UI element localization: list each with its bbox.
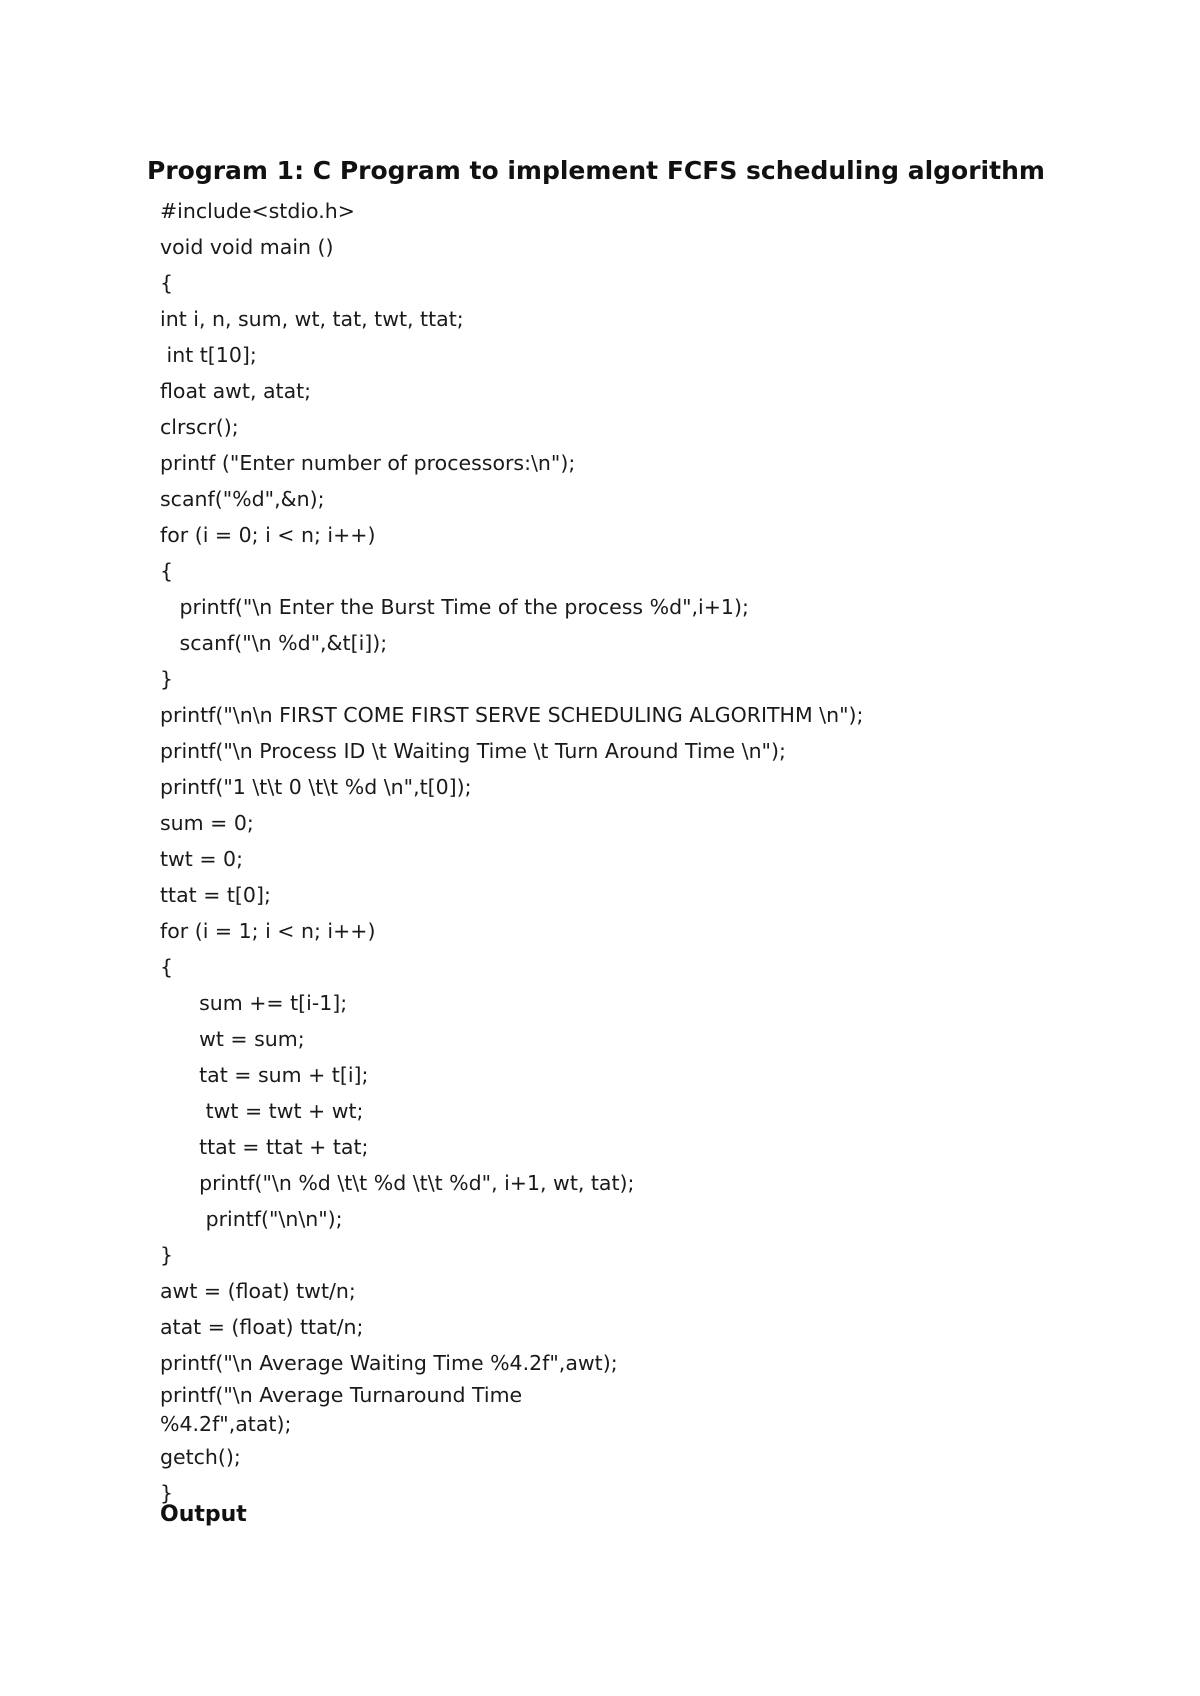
code-line: printf("\n Process ID \t Waiting Time \t Turn Around Time \n");	[160, 739, 786, 763]
code-line: {	[160, 559, 174, 583]
code-line: printf("\n Average Turnaround Time %4.2f",atat);	[160, 1383, 529, 1436]
code-line: for (i = 0; i < n; i++)	[160, 523, 376, 547]
code-line: twt = 0;	[160, 847, 244, 871]
code-line: int t[10];	[160, 343, 257, 367]
code-line: float awt, atat;	[160, 379, 312, 403]
code-line: getch();	[160, 1445, 241, 1469]
code-line: ttat = ttat + tat;	[160, 1135, 369, 1159]
document-title: Program 1: C Program to implement FCFS scheduling algorithm	[147, 156, 1045, 185]
code-line: twt = twt + wt;	[160, 1099, 364, 1123]
code-listing	[160, 193, 863, 1511]
code-line: printf("1 \t\t 0 \t\t %d \n",t[0]);	[160, 775, 472, 799]
code-line: {	[160, 271, 174, 295]
code-line: }	[160, 1481, 174, 1505]
code-line: scanf("%d",&n);	[160, 487, 325, 511]
code-line: }	[160, 667, 174, 691]
code-line: printf("\n\n FIRST COME FIRST SERVE SCHEDULING ALGORITHM \n");	[160, 703, 864, 727]
code-line: printf("\n Average Waiting Time %4.2f",awt);	[160, 1351, 618, 1375]
code-line: awt = (float) twt/n;	[160, 1279, 356, 1303]
code-line: printf("\n %d \t\t %d \t\t %d", i+1, wt, tat);	[160, 1171, 635, 1195]
code-line: void void main ()	[160, 235, 334, 259]
code-line: sum += t[i-1];	[160, 991, 348, 1015]
code-line: sum = 0;	[160, 811, 254, 835]
code-line: wt = sum;	[160, 1027, 305, 1051]
code-line: tat = sum + t[i];	[160, 1063, 369, 1087]
code-line: }	[160, 1243, 174, 1267]
code-line: printf("\n Enter the Burst Time of the process %d",i+1);	[160, 595, 749, 619]
code-line: #include<stdio.h>	[160, 199, 355, 223]
code-line: clrscr();	[160, 415, 239, 439]
output-heading: Output	[160, 1502, 247, 1527]
code-line: printf("\n\n");	[160, 1207, 343, 1231]
code-line: int i, n, sum, wt, tat, twt, ttat;	[160, 307, 464, 331]
code-line: {	[160, 955, 174, 979]
code-line: for (i = 1; i < n; i++)	[160, 919, 376, 943]
code-line: printf ("Enter number of processors:\n");	[160, 451, 576, 475]
code-line: atat = (float) ttat/n;	[160, 1315, 364, 1339]
code-line: ttat = t[0];	[160, 883, 271, 907]
code-line: scanf("\n %d",&t[i]);	[160, 631, 388, 655]
